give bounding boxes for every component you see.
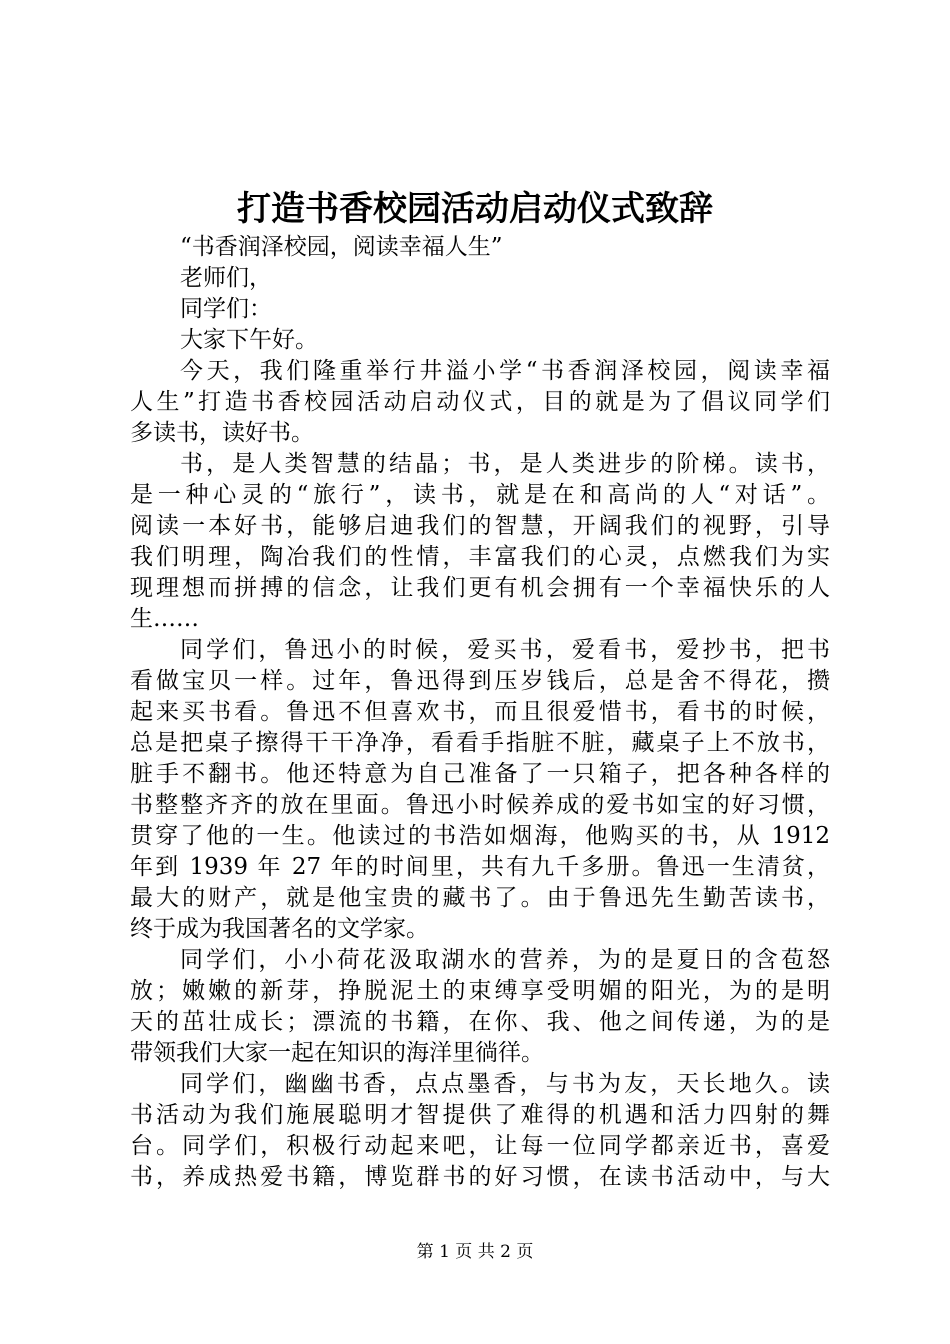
text-line: 今天，我们隆重举行井溢小学“书香润泽校园，阅读幸福 — [180, 358, 830, 384]
text-line: 带领我们大家一起在知识的海洋里徜徉。 — [130, 1040, 544, 1066]
text-line: 大家下午好。 — [180, 327, 318, 353]
text-line: 天的茁壮成长；漂流的书籍，在你、我、他之间传递，为的是 — [130, 1009, 830, 1035]
text-line: 书，养成热爱书籍，博览群书的好习惯，在读书活动中，与大 — [130, 1164, 830, 1190]
text-line: 老师们， — [180, 265, 272, 291]
text-line: 贯穿了他的一生。他读过的书浩如烟海，他购买的书，从 1912 — [130, 823, 830, 849]
text-line: 同学们： — [180, 296, 272, 322]
page-footer: 第 1 页 共 2 页 — [416, 1242, 534, 1262]
text-line: 终于成为我国著名的文学家。 — [130, 916, 429, 942]
text-line: 台。同学们，积极行动起来吧，让每一位同学都亲近书，喜爱 — [130, 1133, 830, 1159]
text-line: 同学们，鲁迅小的时候，爱买书，爱看书，爱抄书，把书 — [180, 637, 830, 663]
text-line: 我们明理，陶冶我们的性情，丰富我们的心灵，点燃我们为实 — [130, 544, 830, 570]
text-line: 同学们，小小荷花汲取湖水的营养，为的是夏日的含苞怒 — [180, 947, 830, 973]
text-line: 放；嫩嫩的新芽，挣脱泥土的束缚享受明媚的阳光，为的是明 — [130, 978, 830, 1004]
document-title: 打造书香校园活动启动仪式致辞 — [237, 189, 713, 229]
text-line: 多读书，读好书。 — [130, 420, 314, 446]
text-line: 书整整齐齐的放在里面。鲁迅小时候养成的爱书如宝的好习惯， — [130, 792, 830, 818]
text-line: 脏手不翻书。他还特意为自己准备了一只箱子，把各种各样的 — [130, 761, 830, 787]
text-line: 是一种心灵的“旅行”，读书，就是在和高尚的人“对话”。 — [130, 482, 830, 508]
text-line: 生…… — [130, 606, 199, 632]
text-line: 书，是人类智慧的结晶；书，是人类进步的阶梯。读书， — [180, 451, 830, 477]
text-line: 阅读一本好书，能够启迪我们的智慧，开阔我们的视野，引导 — [130, 513, 830, 539]
text-line: “书香润泽校园，阅读幸福人生” — [180, 234, 503, 260]
text-line: 书活动为我们施展聪明才智提供了难得的机遇和活力四射的舞 — [130, 1102, 830, 1128]
text-line: 同学们，幽幽书香，点点墨香，与书为友，天长地久。读 — [180, 1071, 830, 1097]
text-line: 现理想而拼搏的信念，让我们更有机会拥有一个幸福快乐的人 — [130, 575, 830, 601]
text-line: 最大的财产，就是他宝贵的藏书了。由于鲁迅先生勤苦读书， — [130, 885, 830, 911]
text-line: 起来买书看。鲁迅不但喜欢书，而且很爱惜书，看书的时候， — [130, 699, 830, 725]
text-line: 年到 1939 年 27 年的时间里，共有九千多册。鲁迅一生清贫， — [130, 854, 830, 880]
text-line: 看做宝贝一样。过年，鲁迅得到压岁钱后，总是舍不得花，攒 — [130, 668, 830, 694]
document-body — [130, 232, 830, 1193]
text-line: 总是把桌子擦得干干净净，看看手指脏不脏，藏桌子上不放书， — [130, 730, 830, 756]
text-line: 人生”打造书香校园活动启动仪式，目的就是为了倡议同学们 — [130, 389, 830, 415]
